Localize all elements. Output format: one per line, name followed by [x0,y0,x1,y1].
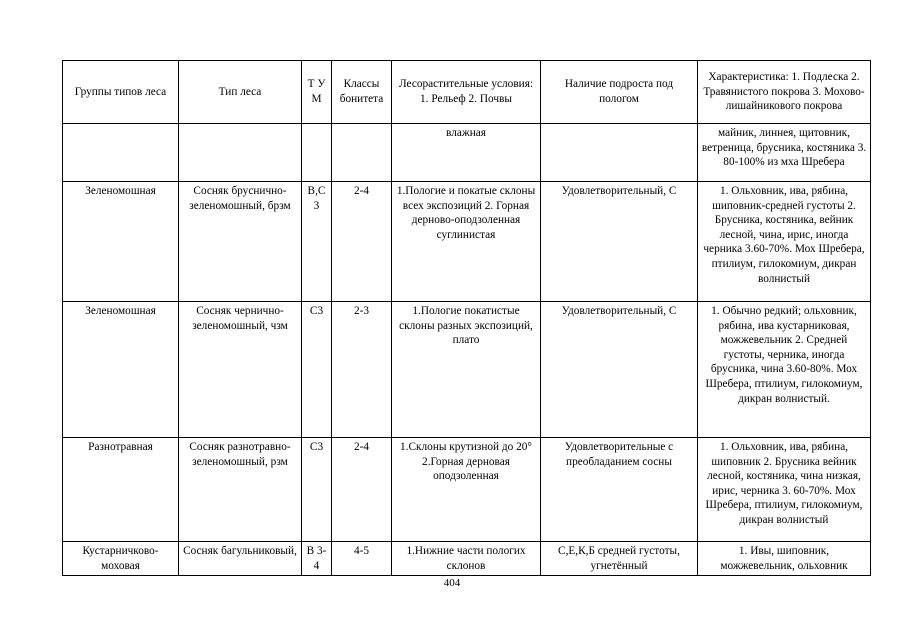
table-cell: Кустарничково-моховая [63,542,179,576]
table-cell: Зеленомошная [63,302,179,438]
table-row [63,182,871,302]
header-cell: Характеристика: 1. Подлеска 2. Травянистого покрова 3. Мохово-лишайникового покрова [698,61,871,124]
table-row [63,542,871,576]
table-cell: 1. Ольховник, ива, рябина, шиповник 2. Брусника вейник лесной, костяника, чина низкая, ирис, черника 3. 60-70%. Мох Шребера, птилиум, гилокомиум, дикран волнистый [698,438,871,542]
table-cell [63,124,179,182]
table-cell: С,Е,К,Б средней густоты, угнетённый [541,542,698,576]
table-cell [179,124,302,182]
table-cell: 1.Пологие и покатые склоны всех экспозиций 2. Горная дерново-оподзоленная суглинистая [392,182,541,302]
forest-types-table [62,60,871,576]
table-row [63,302,871,438]
table-cell [302,124,332,182]
table-cell: 2-4 [332,182,392,302]
table-row [63,124,871,182]
table-cell: майник, линнея, щитовник, ветреница, брусника, костяника 3. 80-100% из мха Шребера [698,124,871,182]
page-number: 404 [443,577,461,589]
table-cell: Сосняк разнотравно-зеленомошный, рзм [179,438,302,542]
table-cell [541,124,698,182]
table-cell: 2-4 [332,438,392,542]
table-cell: Разнотравная [63,438,179,542]
table-cell: В 3-4 [302,542,332,576]
header-cell: Тип леса [179,61,302,124]
table-cell: 1. Обычно редкий; ольховник, рябина, ива кустарниковая, можжевельник 2. Средней густоты, черника, иногда брусника, чина 3.60-80%. Мох Шребера, птилиум, гилокомиум, дикран волнистый. [698,302,871,438]
header-cell: Лесорастительные условия: 1. Рельеф 2. Почвы [392,61,541,124]
table-cell: 4-5 [332,542,392,576]
header-row [63,61,871,124]
table-cell: Удовлетворительные с преобладанием сосны [541,438,698,542]
table-cell: влажная [392,124,541,182]
table-cell: 1.Склоны крутизной до 20° 2.Горная дерновая оподзоленная [392,438,541,542]
header-cell: Наличие подроста под пологом [541,61,698,124]
table-cell: С3 [302,438,332,542]
table-cell: 1.Пологие покатистые склоны разных экспозиций, плато [392,302,541,438]
table-cell: С3 [302,302,332,438]
table-cell: Удовлетворительный, С [541,182,698,302]
table-cell: 2-3 [332,302,392,438]
table-cell: Сосняк чернично-зеленомошный, чзм [179,302,302,438]
header-cell: Классы бонитета [332,61,392,124]
table-cell: В,С 3 [302,182,332,302]
table-cell: Зеленомошная [63,182,179,302]
table-row [63,438,871,542]
table-cell: 1. Ольховник, ива, рябина, шиповник-средней густоты 2. Брусника, костяника, вейник лесной, чина, ирис, иногда черника 3.60-70%. Мох Шребера, птилиум, гилокомиум, дикран волнистый [698,182,871,302]
table-cell: Удовлетворительный, С [541,302,698,438]
header-cell: Группы типов леса [63,61,179,124]
table-cell: 1.Нижние части пологих склонов [392,542,541,576]
table-cell: Сосняк багульниковый, [179,542,302,576]
header-cell: Т У М [302,61,332,124]
table-cell [332,124,392,182]
table-cell: 1. Ивы, шиповник, можжевельник, ольховник [698,542,871,576]
table-cell: Сосняк брусничнo-зеленомошный, брзм [179,182,302,302]
